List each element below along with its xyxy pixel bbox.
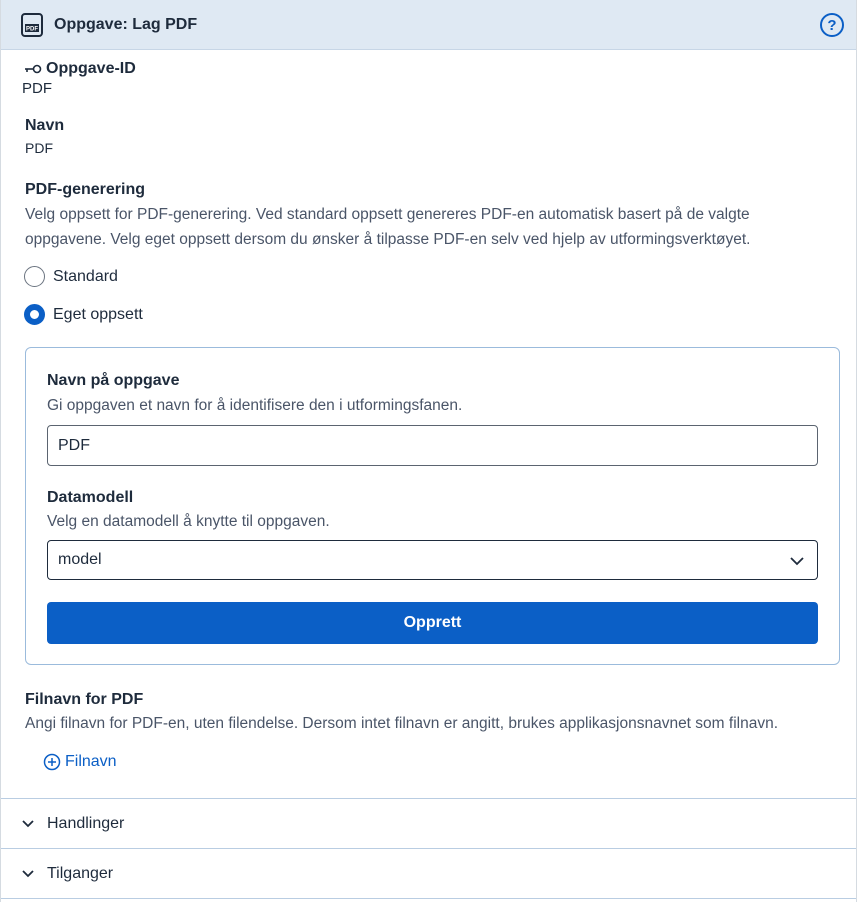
task-id-label: Oppgave-ID (46, 60, 136, 77)
accordion-tilganger[interactable] (1, 848, 856, 899)
task-name-input[interactable]: PDF (47, 425, 818, 466)
chevron-down-icon (21, 817, 35, 831)
pdf-generation-label: PDF-generering (25, 181, 146, 198)
key-icon (24, 64, 42, 74)
radio-custom-setup-circle[interactable] (24, 304, 45, 325)
name-value: PDF (25, 140, 53, 156)
accordion-tilganger-label: Tilganger (47, 864, 114, 882)
chevron-down-icon (21, 867, 35, 881)
create-button[interactable]: Opprett (47, 602, 818, 644)
add-filename-button[interactable] (43, 753, 117, 771)
datamodel-label: Datamodell (47, 489, 134, 506)
datamodel-select[interactable] (47, 540, 818, 580)
datamodel-select-value: model (58, 551, 102, 568)
radio-standard[interactable] (24, 266, 118, 287)
radio-custom-setup[interactable] (24, 304, 143, 325)
accordion-handlinger[interactable] (1, 798, 856, 848)
filename-description: Angi filnavn for PDF-en, uten filendelse. Dersom intet filnavn er angitt, brukes applikasjonsnavnet som filnavn. (25, 715, 778, 732)
name-label: Navn (25, 117, 65, 134)
add-filename-label: Filnavn (65, 753, 117, 770)
panel-title: Oppgave: Lag PDF (54, 15, 198, 33)
filename-label: Filnavn for PDF (25, 691, 144, 708)
datamodel-description: Velg en datamodell å knytte til oppgaven. (47, 513, 330, 530)
task-name-label: Navn på oppgave (47, 372, 180, 389)
custom-setup-card (25, 347, 840, 665)
chevron-down-icon (789, 553, 805, 569)
svg-text:PDF: PDF (26, 26, 38, 32)
radio-standard-label: Standard (53, 267, 118, 285)
pdf-document-icon (19, 12, 45, 38)
task-id-value: PDF (22, 80, 52, 97)
accordion-handlinger-label: Handlinger (47, 814, 125, 832)
radio-custom-setup-label: Eget oppsett (53, 305, 143, 323)
help-icon[interactable]: ? (820, 13, 844, 37)
pdf-generation-description: Velg oppsett for PDF-generering. Ved standard oppsett genereres PDF-en automatisk basert på de valgte oppgavene. Velg eget oppsett dersom du ønsker å tilpasse PDF-en selv ved hjelp av utformingsverktøyet. (25, 206, 751, 248)
radio-standard-circle[interactable] (24, 266, 45, 287)
plus-circle-icon (43, 753, 61, 771)
task-name-description: Gi oppgaven et navn for å identifisere den i utformingsfanen. (47, 397, 463, 414)
panel-header (1, 0, 856, 50)
task-id-heading (24, 60, 136, 78)
